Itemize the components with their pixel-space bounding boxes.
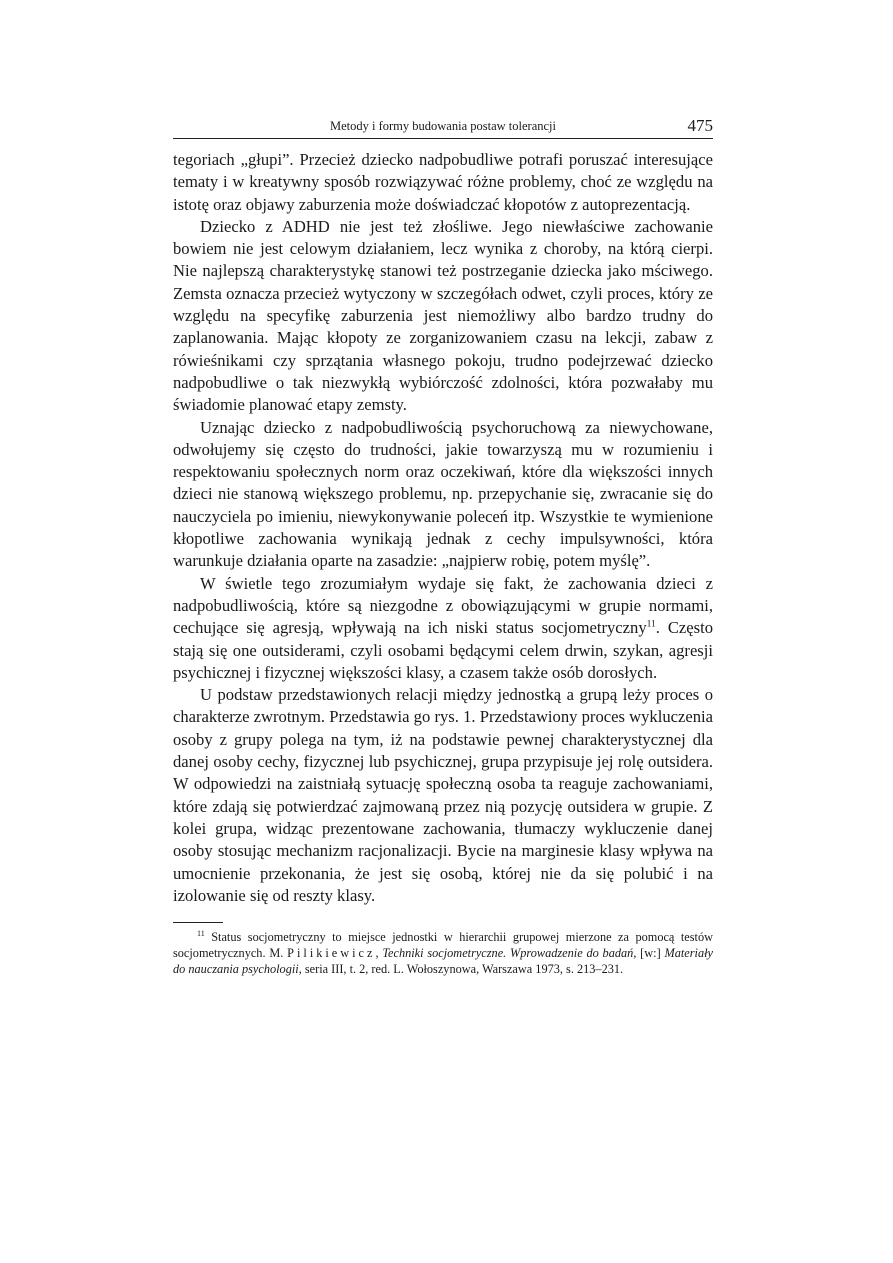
footnote-series-title: Materiały do nauczania psychologii	[173, 946, 713, 977]
footnote-reference: 11	[646, 619, 656, 630]
footnote-separator: ,	[375, 946, 383, 961]
paragraph: W świetle tego zrozumiałym wydaje się fakt, że zachowania dzieci z nadpobudliwością, które są niezgodne z obowiązującymi w grupie normami, cechujące się agresją, wpływają na ich niski status socjometryczny$^{11}$. Często stają się one outsiderami, czyli osobami będącymi celem drwin, szykan, agresji psychicznej i fizycznej większości klasy, a czasem także osób dorosłych.	[173, 573, 713, 682]
footnote-text: Status socjometryczny to miejsce jednostki w hierarchii grupowej mierzone za pomocą testów socjometrycznych. M.	[173, 930, 714, 961]
footnote	[173, 929, 713, 977]
page-number: 475	[687, 116, 713, 135]
header-rule	[173, 138, 713, 139]
paragraph-text: W świetle tego zrozumiałym wydaje się fakt, że zachowania dzieci z nadpobudliwością, które są niezgodne z obowiązującymi w grupie normami, cechujące się agresją, wpływają na ich niski status socjometryczny	[173, 573, 713, 638]
paragraph-text: Często stają się one outsiderami, czyli osobami będącymi celem drwin, szykan, agresji psychicznej i fizycznej większości klasy, a czasem także osób dorosłych.	[173, 618, 713, 682]
footnote-author: Pilikiewicz	[287, 946, 376, 961]
paragraph: U podstaw przedstawionych relacji między jednostką a grupą leży proces o charakterze zwrotnym. Przedstawia go rys. 1. Przedstawiony proces wykluczenia osoby z grupy polega na tym, iż na podstawie pewnej charakterystycznej dla danej osoby cechy, fizycznej lub psychicznej, grupa przypisuje jej rolę outsidera. W odpowiedzi na zaistniałą sytuację społeczną osoba ta reaguje zachowaniami, które zdają się potwierdzać zajmowaną przez nią pozycję outsidera w grupie. Z kolei grupa, widząc prezentowane zachowania, tłumaczy wykluczenie danej osoby stosując mechanizm racjonalizacji. Bycie na marginesie klasy wpływa na umocnienie przekonania, że jest się osobą, której nie da się polubić i na izolowanie się od reszty klasy.	[173, 685, 713, 905]
running-title: Metody i formy budowania postaw tolerancji	[330, 119, 556, 133]
footnote-separator: , [w:]	[633, 946, 665, 961]
footnote-text: , seria III, t. 2, red. L. Wołoszynowa, Warszawa 1973, s. 213–231.	[298, 962, 624, 977]
footnote-title: Techniki socjometryczne. Wprowadzenie do badań	[382, 946, 634, 961]
page	[173, 116, 713, 977]
paragraph: tegoriach „głupi”. Przecież dziecko nadpobudliwe potrafi poruszać interesujące tematy i w kreatywny sposób rozwiązywać różne problemy, choć ze względu na istotę oraz objawy zaburzenia może doświadczać kłopotów z autoprezentacją.	[173, 150, 713, 214]
body-text	[173, 149, 713, 907]
running-header	[173, 116, 713, 138]
footnote-number: 11	[197, 929, 205, 938]
paragraph: Dziecko z ADHD nie jest też złośliwe. Jego niewłaściwe zachowanie bowiem nie jest celowym działaniem, lecz wynika z choroby, na którą cierpi. Nie najlepszą charakterystykę stanowi też postrzeganie dziecka jako mściwego. Zemsta oznacza przecież wytyczony w szczegółach odwet, czyli proces, który ze względu na specyfikę zaburzenia jest niemożliwy albo bardzo trudny do zaplanowania. Mając kłopoty ze zorganizowaniem czasu na lekcji, zabaw z rówieśnikami czy sprzątania własnego pokoju, trudno podejrzewać dziecko nadpobudliwe o tak niezwykłą wybiórczość zdolności, która pozwałaby mu świadomie planować etapy zemsty.	[173, 216, 713, 415]
footnote-rule	[173, 922, 223, 923]
paragraph: Uznając dziecko z nadpobudliwością psychoruchową za niewychowane, odwołujemy się często do trudności, jakie towarzyszą mu w rozumieniu i respektowaniu społecznych norm oraz oczekiwań, które dla większości innych dzieci nie stanową większego problemu, np. przepychanie się, zwracanie się do nauczyciela po imieniu, niewykonywanie poleceń itp. Wszystkie te wymienione kłopotliwe zachowania wynikają jednak z cechy impulsywności, która warunkuje działania oparte na zasadzie: „najpierw robię, potem myślę”.	[173, 417, 713, 571]
